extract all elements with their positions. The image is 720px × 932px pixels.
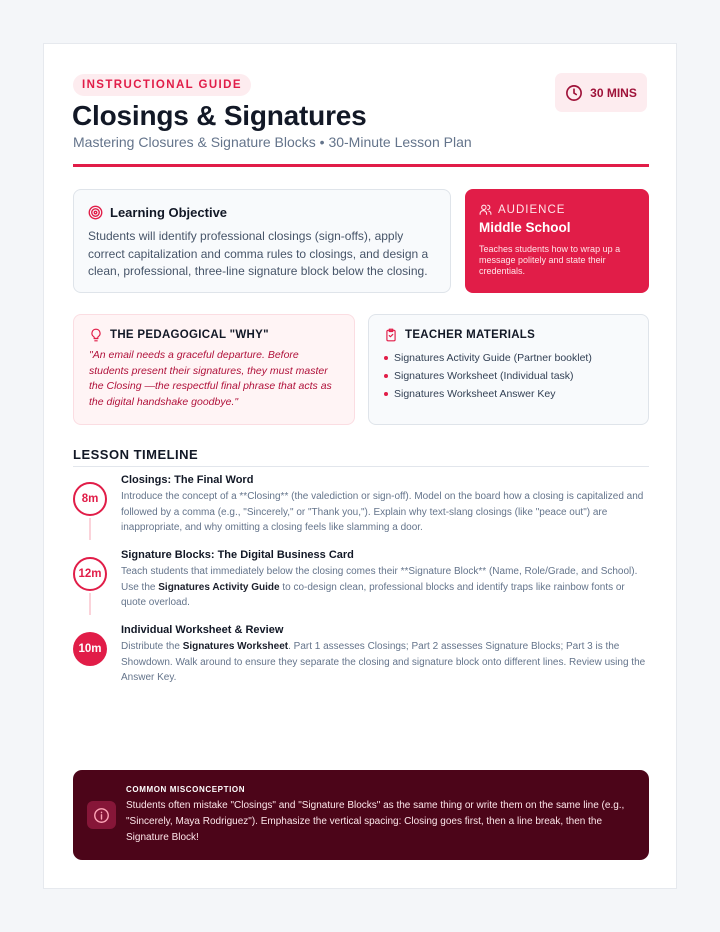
duration-badge xyxy=(555,73,647,112)
materials-heading: TEACHER MATERIALS xyxy=(405,329,536,341)
step-title: Signature Blocks: The Digital Business Card xyxy=(121,549,354,561)
lesson-page xyxy=(43,43,677,889)
step-description: Teach students that immediately below the closing comes their **Signature Block** (Name, Role/Grade, and School). Use the Signatures Activity Guide to co-design clean, professional blocks and identify traps like rainbow fonts or quote overload. xyxy=(121,566,638,609)
guide-tag: INSTRUCTIONAL GUIDE xyxy=(73,74,251,96)
lightbulb-icon xyxy=(89,328,103,342)
page-subtitle: Mastering Closures & Signature Blocks • 30-Minute Lesson Plan xyxy=(73,134,472,150)
clipboard-check-icon xyxy=(384,328,398,342)
teacher-materials-card xyxy=(368,314,649,425)
timeline-divider xyxy=(73,466,649,467)
step-description: Distribute the Signatures Worksheet. Part 1 assesses Closings; Part 2 assesses Signature Blocks; Part 3 is the Showdown. Walk around to ensure they separate the closing and signature block onto different lines. Review using the Answer Key. xyxy=(121,641,646,684)
timeline-connector xyxy=(89,593,91,615)
pedagogical-why-card xyxy=(73,314,355,425)
timeline-connector xyxy=(89,518,91,540)
list-item: Signatures Worksheet Answer Key xyxy=(384,385,633,403)
list-item: Signatures Worksheet (Individual task) xyxy=(384,367,633,385)
step-title: Individual Worksheet & Review xyxy=(121,624,284,636)
timeline-heading: LESSON TIMELINE xyxy=(73,447,199,462)
step-description: Introduce the concept of a **Closing** (the valediction or sign-off). Model on the board how a closing is capitalized and followed by a comma (e.g., "Sincerely," or "Thank you,"). Explain why text-slang closings (like "peace out") are inappropriate, and why omitting a closing feels like slamming a door. xyxy=(121,491,644,534)
audience-card xyxy=(465,189,649,293)
page-title: Closings & Signatures xyxy=(72,100,367,131)
objective-heading: Learning Objective xyxy=(110,205,228,220)
misconception-text: Students often mistake "Closings" and "Signature Blocks" as the same thing or write them on the same line (e.g., "Sincerely, Maya Rodriguez"). Emphasize the vertical spacing: Closing goes first, then a line break, then the Signature Block! xyxy=(126,800,625,843)
title-divider xyxy=(73,164,649,167)
why-heading: THE PEDAGOGICAL "WHY" xyxy=(110,329,269,341)
why-quote: "An email needs a graceful departure. Before students present their signatures, they must master the Closing —the respectful final phrase that acts as the digital handshake goodbye." xyxy=(89,349,332,408)
materials-list xyxy=(384,349,633,403)
misconception-callout xyxy=(73,770,649,860)
step-time-badge: 12m xyxy=(73,557,107,591)
info-icon-box xyxy=(87,801,116,829)
audience-note: Teaches students how to wrap up a message politely and state their credentials. xyxy=(479,244,621,276)
users-icon xyxy=(479,203,492,216)
audience-value: Middle School xyxy=(479,220,571,235)
misconception-label: COMMON MISCONCEPTION xyxy=(126,785,246,794)
objective-text: Students will identify professional closings (sign-offs), apply correct capitalization and comma rules to closings, and design a clean, professional, three-line signature block below the closing. xyxy=(88,229,429,278)
list-item: Signatures Activity Guide (Partner booklet) xyxy=(384,349,633,367)
step-time-badge: 8m xyxy=(73,482,107,516)
learning-objective-card xyxy=(73,189,451,293)
step-title: Closings: The Final Word xyxy=(121,474,254,486)
target-icon xyxy=(88,205,103,220)
step-time-badge: 10m xyxy=(73,632,107,666)
clock-icon xyxy=(565,84,583,102)
duration-text: 30 MINS xyxy=(590,85,637,100)
info-icon xyxy=(93,807,110,824)
audience-label: AUDIENCE xyxy=(498,203,566,216)
